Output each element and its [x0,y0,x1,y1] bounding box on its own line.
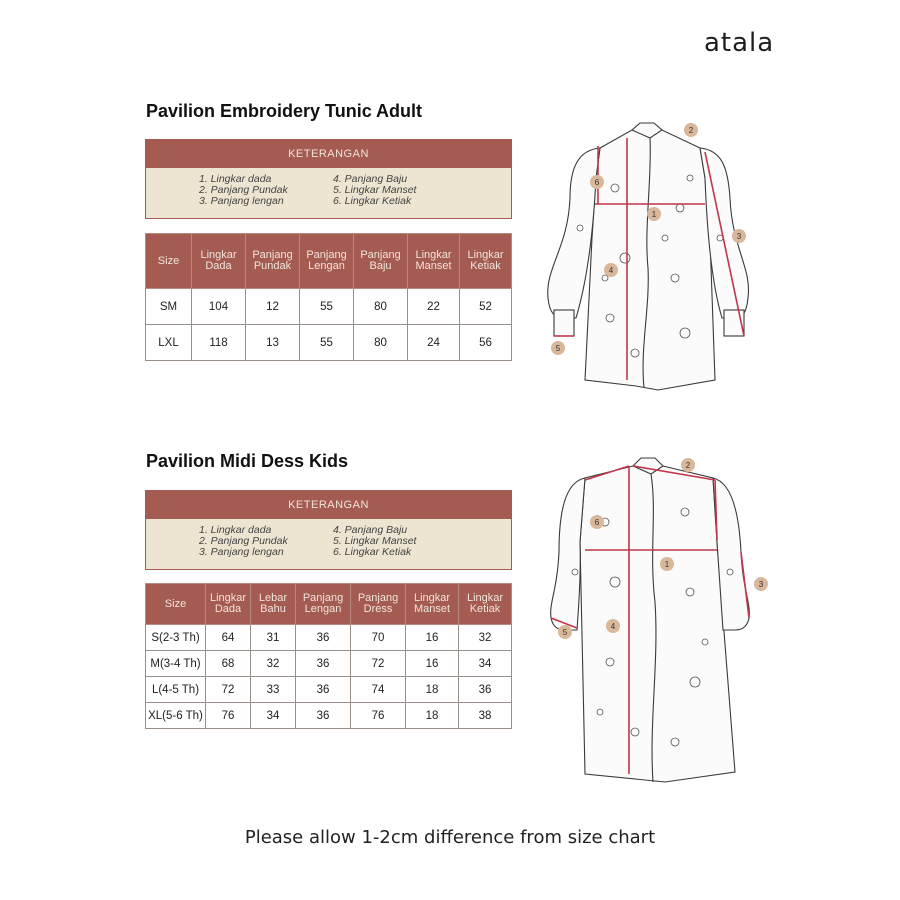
adult-legend-right [333,174,416,207]
measure-cell: 72 [351,651,406,677]
adult-legend-title: KETERANGAN [146,140,511,168]
column-header-line: Panjang [306,249,347,261]
column-header-line: Pundak [253,260,292,272]
table-row [146,325,512,361]
size-cell: LXL [146,325,192,361]
adult-marker-4: 4 [608,266,614,275]
column-header-line: Panjang [302,592,344,604]
kids-marker-2: 2 [685,461,691,470]
column-header [296,584,351,625]
column-header-line: Manset [413,603,451,615]
size-cell: XL(5-6 Th) [146,703,206,729]
kids-size-table [145,583,512,729]
table-header-row [146,234,512,289]
kids-marker-3: 3 [758,580,764,589]
column-header-line: Dada [214,603,242,615]
legend-item: 4. Panjang Baju [333,524,408,536]
measure-cell: 31 [251,625,296,651]
column-header [459,584,512,625]
kids-marker-6: 6 [594,518,600,527]
column-header-line: Manset [415,260,452,272]
legend-item: 3. Panjang lengan [199,546,284,558]
adult-marker-5: 5 [555,344,561,353]
table-row [146,703,512,729]
legend-item: 1. Lingkar dada [199,173,272,185]
legend-item: 6. Lingkar Ketiak [333,546,412,558]
measure-cell: 36 [296,651,351,677]
kids-marker-1: 1 [664,560,670,569]
measure-cell: 55 [300,289,354,325]
column-header-line: Panjang [252,249,293,261]
adult-legend [145,139,512,219]
measure-cell: 80 [354,289,408,325]
measure-cell: 36 [296,677,351,703]
adult-tunic-illustration [540,118,765,403]
measure-cell: 55 [300,325,354,361]
size-cell: SM [146,289,192,325]
column-header [146,584,206,625]
adult-marker-6: 6 [594,178,600,187]
size-cell: S(2-3 Th) [146,625,206,651]
adult-legend-body [146,168,511,218]
measure-cell: 104 [192,289,246,325]
column-header [192,234,246,289]
measure-cell: 22 [408,289,460,325]
column-header-line: Lengan [304,603,342,615]
column-header-line: Lingkar [209,592,247,604]
measure-cell: 12 [246,289,300,325]
column-header-line: Lingkar [466,592,504,604]
legend-item: 5. Lingkar Manset [333,184,417,196]
size-note: Please allow 1-2cm difference from size chart [244,827,656,848]
column-header [460,234,512,289]
measure-cell: 118 [192,325,246,361]
measure-cell: 70 [351,625,406,651]
measure-cell: 36 [459,677,512,703]
measure-cell: 38 [459,703,512,729]
column-header-line: Lingkar [415,249,452,261]
adult-marker-2: 2 [688,126,694,135]
kids-legend-left [199,525,288,558]
measure-cell: 80 [354,325,408,361]
adult-size-table [145,233,512,361]
adult-marker-3: 3 [736,232,742,241]
table-row [146,625,512,651]
column-header-line: Lingkar [413,592,451,604]
column-header [246,234,300,289]
kids-marker-4: 4 [610,622,616,631]
measure-cell: 34 [251,703,296,729]
measure-cell: 18 [406,703,459,729]
measure-cell: 76 [206,703,251,729]
measure-cell: 32 [251,651,296,677]
legend-item: 2. Panjang Pundak [199,184,288,196]
measure-cell: 16 [406,651,459,677]
column-header-line: Ketiak [469,603,501,615]
measure-cell: 16 [406,625,459,651]
measure-cell: 33 [251,677,296,703]
column-header-line: Lebar [258,592,288,604]
kids-legend-title: KETERANGAN [146,491,511,519]
measure-cell: 72 [206,677,251,703]
measure-cell: 32 [459,625,512,651]
legend-item: 3. Panjang lengan [199,195,284,207]
column-header [251,584,296,625]
column-header [351,584,406,625]
column-header [354,234,408,289]
measure-cell: 18 [406,677,459,703]
measure-cell: 74 [351,677,406,703]
kids-legend [145,490,512,570]
column-header-line: Lengan [308,260,345,272]
column-header-line: Size [164,597,187,610]
size-cell: M(3-4 Th) [146,651,206,677]
column-header [408,234,460,289]
kids-title: Pavilion Midi Dess Kids [146,451,349,471]
column-header [146,234,192,289]
column-header-line: Dress [363,603,393,615]
column-header-line: Panjang [360,249,401,261]
size-cell: L(4-5 Th) [146,677,206,703]
kids-legend-body [146,519,511,569]
legend-item: 5. Lingkar Manset [333,535,417,547]
legend-item: 6. Lingkar Ketiak [333,195,412,207]
column-header-line: Panjang [357,592,399,604]
adult-legend-left [199,174,288,207]
measure-cell: 52 [460,289,512,325]
measure-cell: 64 [206,625,251,651]
adult-marker-1: 1 [651,210,657,219]
measure-cell: 34 [459,651,512,677]
column-header-line: Ketiak [470,260,501,272]
measure-cell: 68 [206,651,251,677]
column-header [300,234,354,289]
column-header-line: Dada [205,260,232,272]
measure-cell: 56 [460,325,512,361]
measure-cell: 24 [408,325,460,361]
kids-dress-illustration [545,452,775,797]
brand-logo: atala [704,28,775,58]
legend-item: 2. Panjang Pundak [199,535,288,547]
column-header-line: Size [157,254,180,267]
column-header [206,584,251,625]
measure-cell: 76 [351,703,406,729]
table-header-row [146,584,512,625]
column-header-line: Lingkar [467,249,504,261]
table-row [146,289,512,325]
adult-title: Pavilion Embroidery Tunic Adult [146,101,423,121]
column-header-line: Bahu [260,603,286,615]
measure-cell: 13 [246,325,300,361]
column-header-line: Baju [369,260,392,272]
column-header [406,584,459,625]
table-row [146,677,512,703]
legend-item: 4. Panjang Baju [333,173,408,185]
legend-item: 1. Lingkar dada [199,524,272,536]
kids-marker-5: 5 [562,628,568,637]
measure-cell: 36 [296,625,351,651]
kids-legend-right [333,525,416,558]
measure-cell: 36 [296,703,351,729]
column-header-line: Lingkar [200,249,237,261]
table-row [146,651,512,677]
